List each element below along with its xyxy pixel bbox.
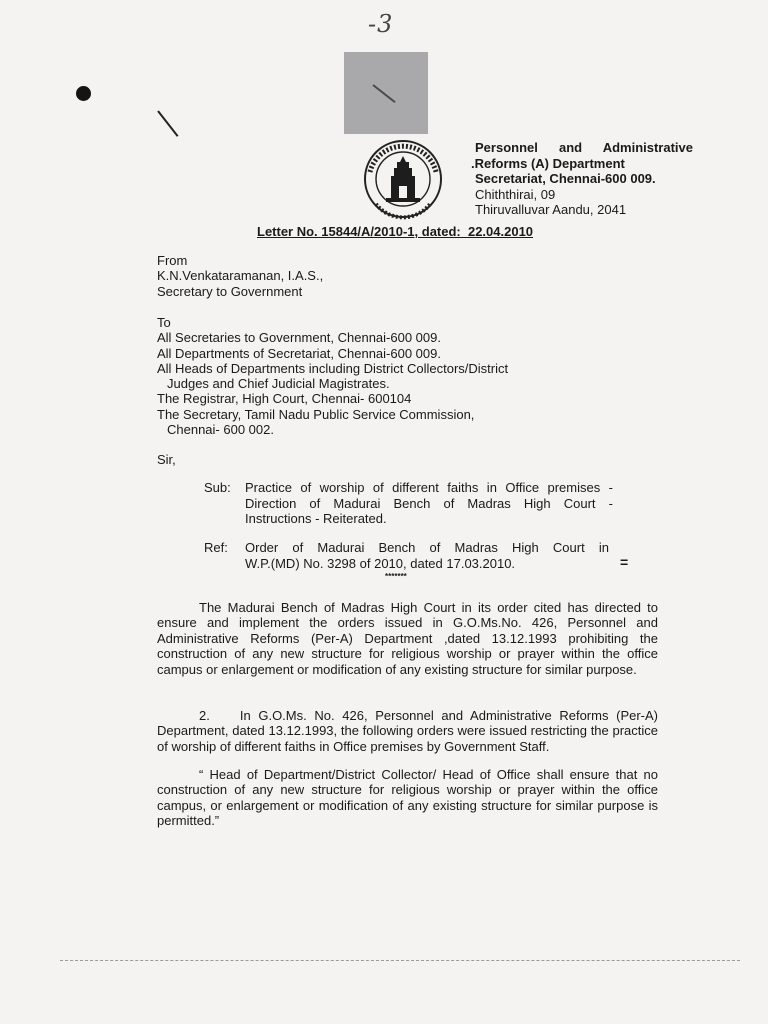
dept-line-1: Personnel and Administrative [475,140,693,155]
salutation: Sir, [157,452,176,467]
to-line: All Departments of Secretariat, Chennai-600 009. [157,345,441,361]
page-number-mark: -3 [368,10,394,38]
to-line: The Secretary, Tamil Nadu Public Service Commission, [157,406,475,422]
to-block [157,315,508,437]
margin-mark: = [620,554,629,570]
to-label: To [157,315,171,330]
separator-stars: ******* [385,572,407,581]
dept-line-3: Secretariat, Chennai-600 009. [475,171,656,186]
reference-label: Ref: [204,540,228,555]
from-label: From [157,253,188,268]
to-line: The Registrar, High Court, Chennai- 600104 [157,391,412,407]
reference-line: Order of Madurai Bench of Madras High Court in [245,540,609,555]
paragraph-1-text: The Madurai Bench of Madras High Court in its order cited has directed to ensure and implement the orders issued in G.O.Ms.No. 426, Personnel and Administrative Reforms (Per-A) Department ,dated 13.12.1993 prohibiting the construction of any new structure for religious worship or prayer within the office campus or enlargement or modification of any existing structure for similar purpose. [157,600,658,677]
paragraph-2-number: 2. [199,708,210,723]
date-line-2: Thiruvalluvar Aandu, 2041 [475,202,627,217]
letter-number: Letter No. 15844/A/2010-1, dated: 22.04.2010 [257,224,534,239]
subject-line: Direction of Madurai Bench of Madras High Court - [245,495,613,511]
subject-line: Instructions - Reiterated. [245,511,387,526]
reference-text [245,540,609,571]
date-line-1: Chiththirai, 09 [475,186,556,202]
footer-rule [60,960,740,962]
from-name: K.N.Venkataramanan, I.A.S., [157,268,324,284]
to-line: Chennai- 600 002. [167,422,274,438]
subject-label: Sub: [204,480,231,495]
paragraph-2-body: In G.O.Ms. No. 426, Personnel and Administrative Reforms (Per-A) Department, dated 13.12.1993, the following orders were issued restricting the practice of worship of different faiths in Office premises by Government Staff. [157,708,658,754]
to-line: Judges and Chief Judicial Magistrates. [167,376,390,392]
to-line: All Heads of Departments including District Collectors/District [157,360,509,376]
from-designation: Secretary to Government [157,283,303,299]
subject-text [245,480,613,527]
paragraph-3 [157,767,658,829]
paragraph-2 [157,708,658,754]
paragraph-3-text: “ Head of Department/District Collector/ Head of Office shall ensure that no construction of any new structure for religious worship or prayer within the office campus, or enlargement or modification of any existing structure for similar purpose is permitted.” [157,767,658,829]
to-line: All Secretaries to Government, Chennai-600 009. [157,330,441,346]
subject-line: Practice of worship of different faiths in Office premises - [245,480,613,495]
paragraph-1 [157,600,658,677]
tamilnadu-government-seal-icon [362,138,444,224]
pen-mark [157,110,178,136]
punch-hole [76,86,91,101]
reference-line: W.P.(MD) No. 3298 of 2010, dated 17.03.2010. [245,555,516,571]
paragraph-2-text [157,708,658,754]
department-address [471,140,693,218]
from-block [157,253,323,299]
dept-line-2: .Reforms (A) Department [471,155,625,171]
